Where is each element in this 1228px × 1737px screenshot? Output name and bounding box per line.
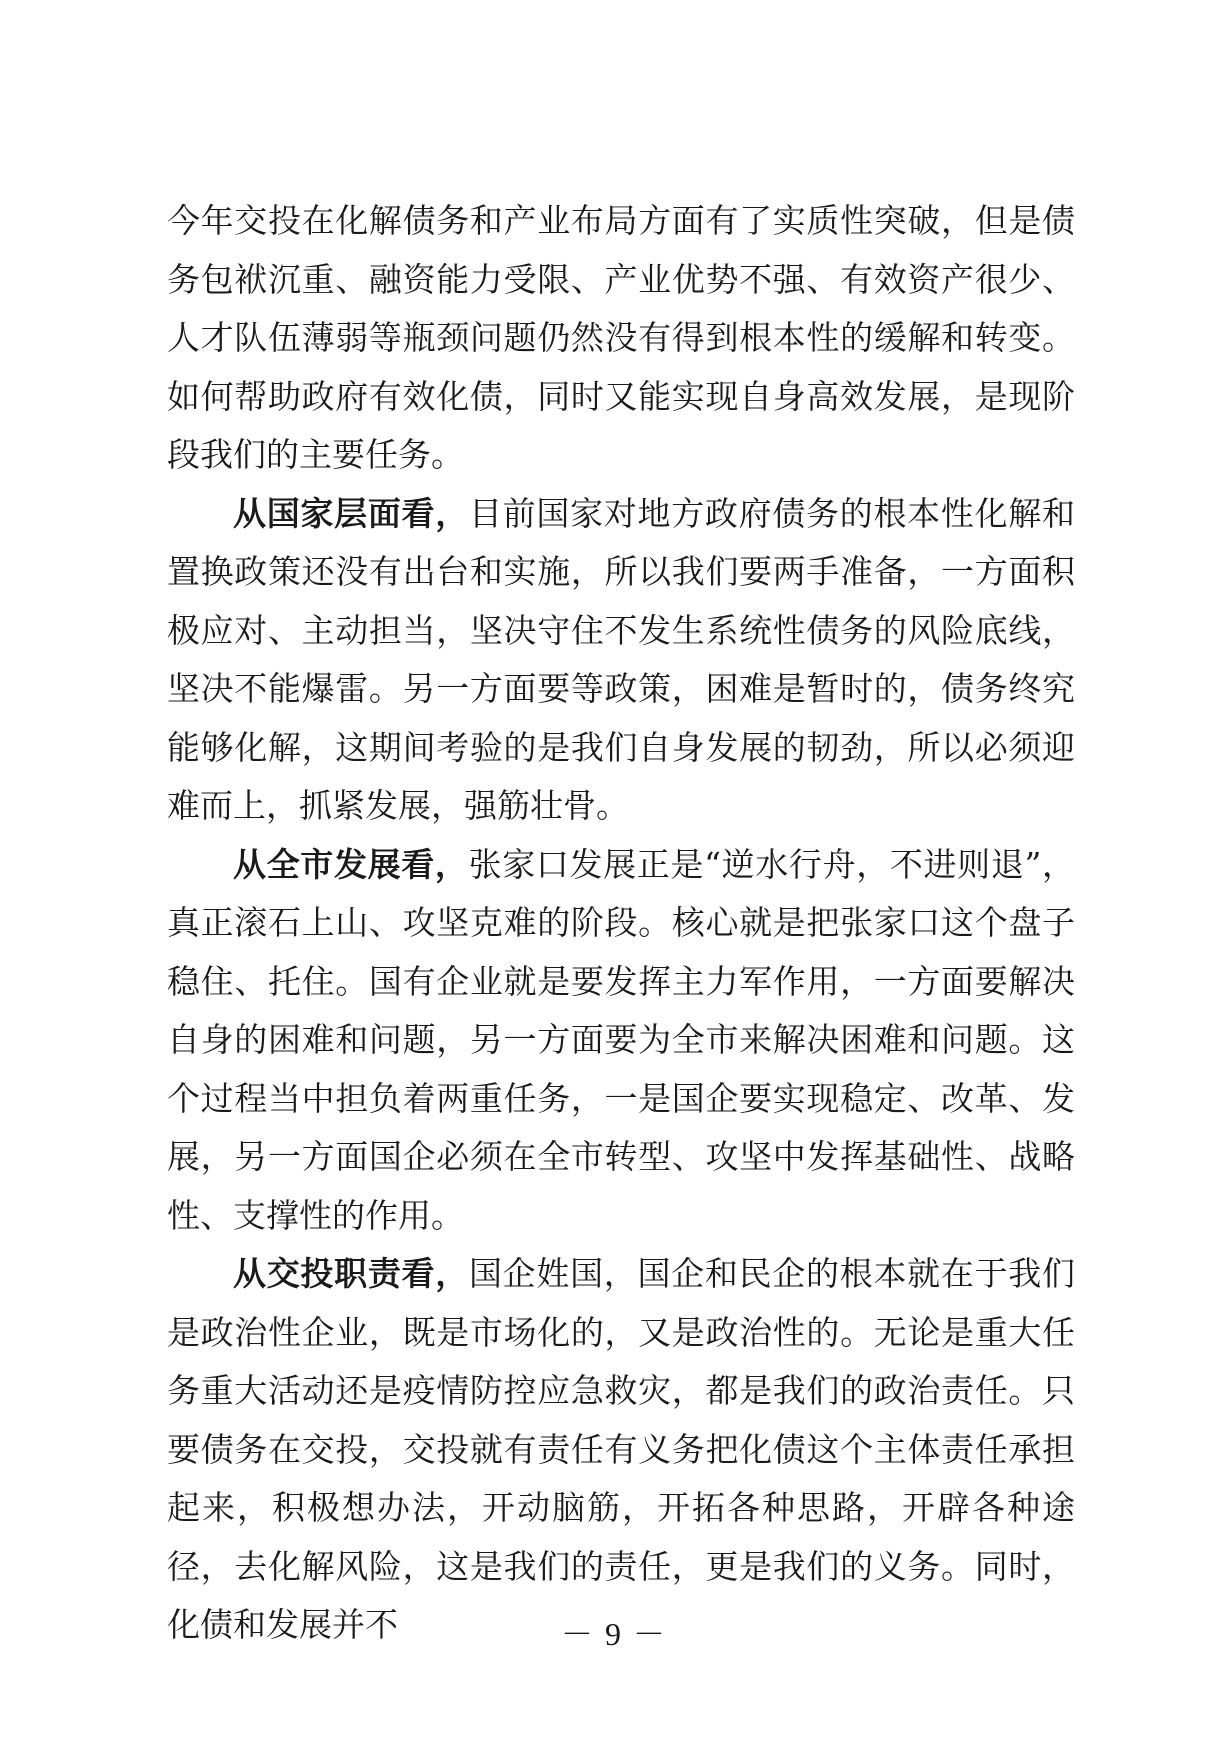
paragraph-2-lead: 从国家层面看， (233, 493, 469, 533)
paragraph-2 (167, 485, 1075, 836)
paragraph-4-text: 国企姓国，国企和民企的根本就在于我们是政治性企业，既是市场化的，又是政治性的。无论是重大任务重大活动还是疫情防控应急救灾，都是我们的政治责任。只要债务在交投，交投就有责任有义务把化债这个主体责任承担起来，积极想办法，开动脑筋，开拓各种思路，开辟各种途径，去化解风险，这是我们的责任，更是我们的义务。同时，化债和发展并不 (167, 1254, 1076, 1644)
paragraph-4-lead: 从交投职责看， (233, 1254, 469, 1293)
paragraph-2-text: 目前国家对地方政府债务的根本性化解和置换政策还没有出台和实施，所以我们要两手准备，一方面积极应对、主动担当，坚决守住不发生系统性债务的风险底线，坚决不能爆雷。另一方面要等政策，困难是暂时的，债务终究能够化解，这期间考验的是我们自身发展的韧劲，所以必须迎难而上，抓紧发展，强筋壮骨。 (167, 493, 1076, 825)
paragraph-3 (167, 836, 1075, 1246)
paragraph-3-text: 张家口发展正是“逆水行舟，不进则退”，真正滚石上山、攻坚克难的阶段。核心就是把张家口这个盘子稳住、托住。国有企业就是要发挥主力军作用，一方面要解决自身的困难和问题，另一方面要为全市来解决困难和问题。这个过程当中担负着两重任务，一是国企要实现稳定、改革、发展，另一方面国企必须在全市转型、攻坚中发挥基础性、战略性、支撑性的作用。 (167, 844, 1076, 1235)
document-body (167, 192, 1075, 1655)
paragraph-1 (167, 192, 1075, 485)
paragraph-1-text: 今年交投在化解债务和产业布局方面有了实质性突破，但是债务包袱沉重、融资能力受限、产业优势不强、有效资产很少、人才队伍薄弱等瓶颈问题仍然没有得到根本性的缓解和转变。如何帮助政府有效化债，同时又能实现自身高效发展，是现阶段我们的主要任务。 (167, 201, 1075, 474)
page-number: － 9 － (560, 1616, 667, 1652)
paragraph-3-lead: 从全市发展看， (233, 844, 469, 884)
paragraph-4 (167, 1245, 1075, 1655)
